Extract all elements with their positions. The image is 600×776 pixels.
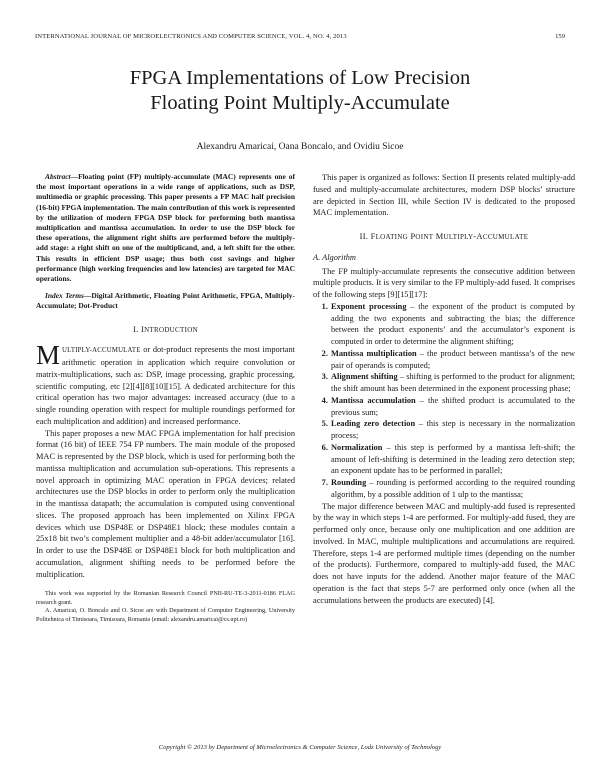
- comparison-paragraph: The major difference between MAC and multiply-add fused is represented by the way in which steps 1-4 are performed. For multiply-add fused, they are performed only once, because only one multiplication and one addition are involved. In MAC, multiple multiplications and accumulations are required. Therefore, steps 1-4 are performed multiple times (depending on the number of the products). Furthermore, compared to multiply-add fused, the MAC does not have inputs for the addend. Another major feature of the MAC operation is the fact that steps 5-7 are performed only once (when all the accumulations between the products are executed) [4].: [313, 501, 575, 605]
- list-item: 3. Alignment shifting – shifting is performed to the product for alignment; the shift amount has been determined in the exponent processing phase;: [330, 371, 575, 395]
- list-item: 1. Exponent processing – the exponent of the product is computed by adding the two exponents and subtracting the bias; the difference between the product exponents’ and the accumulator’s exponent is computed in order to determine the alignment shifting;: [330, 301, 575, 348]
- organization-paragraph: This paper is organized as follows: Section II presents related multiply-add fused and multiply-accumulate architectures, modern DSP blocks’ structure are depicted in Section III, while Section IV is dedicated to the proposed MAC implementation.: [313, 173, 575, 218]
- list-item: 2. Mantissa multiplication – the product between mantissa’s of the new pair of operands is computed;: [330, 348, 575, 372]
- title-line-2: Floating Point Multiply-Accumulate: [150, 92, 450, 114]
- intro-paragraph-2: This paper proposes a new MAC FPGA implementation for half precision format (16 bit) of IEEE 754 FP numbers. The main module of the proposed MAC is represented by the DSP block, which is used for performing both the mantissa multiplication and accumulation sub-operations. This represents a novel approach in optimizing MAC operation in FPGA devices; related architectures use the DSP blocks in order to perform only the multiplication in the mantissa datapath; the accumulation is computed using conventional slices. The proposed approach has been implemented on Xilinx FPGA devices which use DSP48E or DSP48E1 block; these modules contain a 25x18 bit two’s complement multiplier and a 48-bit adder/accumulator [16]. In order to use the DSP48E or DSP48E1 block for both multiplication and accumulation, alignment shifting needs to be performed before the multiplication.: [36, 428, 295, 579]
- intro-paragraph-1: MULTIPLY-ACCUMULATE or dot-product represents the most important arithmetic operation in application which require convolution or matrix-multiplications, such as: DSP, image processing, graphic processing, scientific computing, etc [2][4][8][10][15]. A dedicated architecture for this critical operation has two major advantages: increased accuracy (due to a single rounding operation with respect for multiple roundings performed for each multiplication and addition) and increased performance.: [36, 340, 295, 426]
- author-list: Alexandru Amaricai, Oana Boncalo, and Ovidiu Sicoe: [196, 142, 404, 152]
- algorithm-steps: [313, 301, 575, 501]
- section-heading-fp-mac: II. FLOATING POINT MULTIPLY-ACCUMULATE: [359, 232, 529, 241]
- list-item: 7. Rounding – rounding is performed according to the required rounding algorithm, by a possible addition of 1 ulp to the mantissa;: [330, 477, 575, 501]
- abstract-text: —Floating point (FP) multiply-accumulate (MAC) represents one of the most important operations in a wide range of applications, such as DSP, multimedia or graphic processing. This paper presents a FP MAC half precision (16-bit) FPGA implementation. The main contribution of this work is represented by the utilization of modern FPGA DSP block for performing both mantissa multiplication and mantissa accumulation. In order to use the DSP block for these operations, the alignment right shifts are performed before the multiply-add stage: a right shift on one of the multiplicand, and, a left shift for the other. This results in efficient DSP usage; thus both cost savings and higher performance (high working frequencies and low latencies) are targeted for MAC operations.: [36, 172, 295, 284]
- list-item: 4. Mantissa accumulation – the shifted product is accumulated to the previous sum;: [330, 395, 575, 419]
- title-line-1: FPGA Implementations of Low Precision: [129, 67, 471, 89]
- algorithm-intro: The FP multiply-accumulate represents the consecutive addition between multiple products. It is very similar to the FP multiply-add fused. It comprises of the following steps [9][15][17]:: [313, 266, 575, 299]
- footnote-affiliation: A. Amaricai, O. Boncalo and O. Sicoe are with Department of Computer Engineering, University Politehnica of Timisoara, Timisoara, Romania (email: alexandru.amaricai@cs.upt.ro): [36, 607, 295, 623]
- index-terms-label: Index Terms: [45, 291, 84, 301]
- left-column: [36, 172, 295, 624]
- drop-cap: M: [36, 340, 61, 371]
- index-terms-text: —Digital Arithmetic, Floating Point Arithmetic, FPGA, Multiply-Accumulate; Dot-Product: [36, 291, 295, 311]
- footnote-funding: This work was supported by the Romanian Research Council PNII-RU-TE-3-2011-0186 FLAG research grant.: [36, 590, 295, 606]
- footnotes: [36, 590, 295, 624]
- list-item: 6. Normalization – this step is performed by a mantissa left-shift; the amount of left-shifting is determined in the leading zero detection step; an exponent update has to be performed in parallel;: [330, 442, 575, 477]
- index-terms: [36, 291, 295, 311]
- paper-title: [0, 66, 600, 116]
- section-heading-introduction: I. INTRODUCTION: [133, 324, 198, 334]
- abstract-label: Abstract: [45, 172, 71, 181]
- subsection-algorithm: A. Algorithm: [313, 252, 356, 262]
- right-column: [313, 172, 575, 606]
- page-number: 159: [555, 33, 565, 40]
- journal-header: INTERNATIONAL JOURNAL OF MICROELECTRONICS AND COMPUTER SCIENCE, VOL. 4, NO. 4, 2013: [35, 33, 347, 40]
- abstract: [36, 172, 295, 284]
- copyright-footer: Copyright © 2013 by Department of Microelectronics & Computer Science, Lodz University of Technology: [158, 744, 442, 751]
- list-item: 5. Leading zero detection – this step is necessary in the normalization process;: [330, 418, 575, 442]
